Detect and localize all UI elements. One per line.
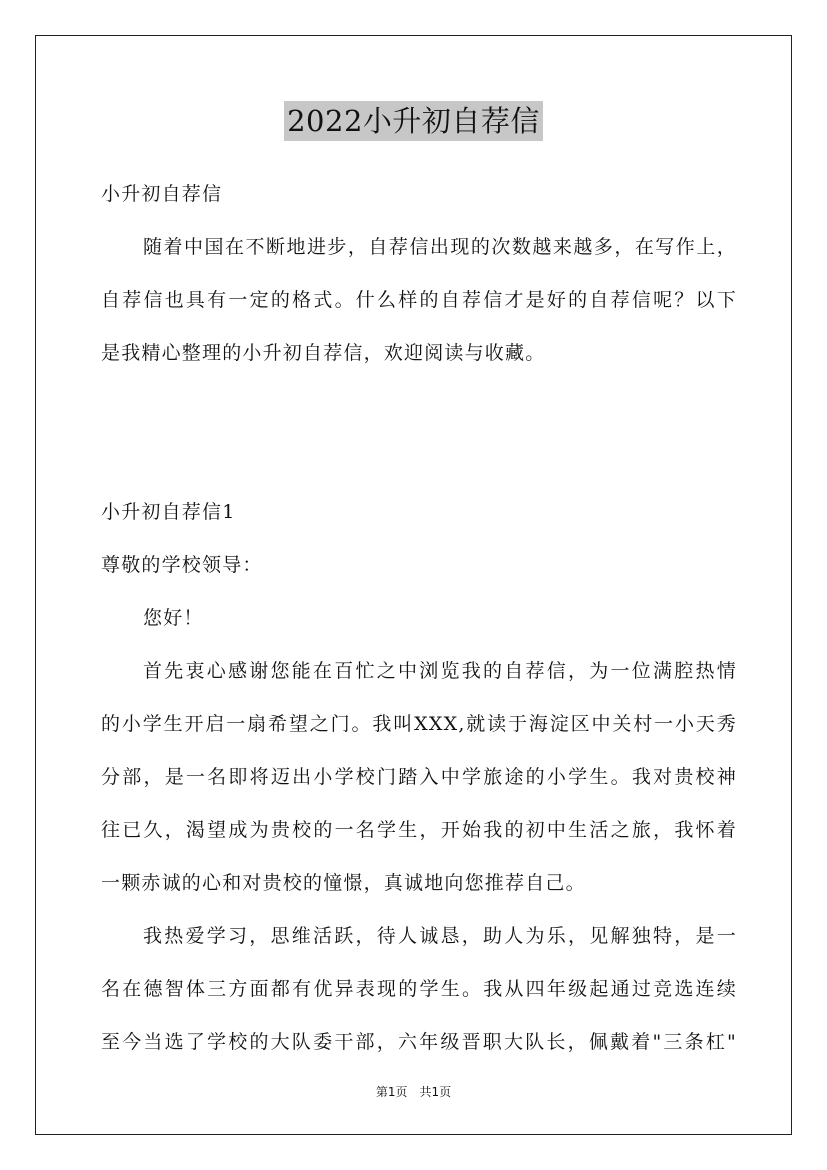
paragraph-line: 分部，是一名即将迈出小学校门踏入中学旅途的小学生。我对贵校神 [101,766,737,788]
document-title: 2022小升初自荐信 [284,101,543,141]
paragraph-line: 首先衷心感谢您能在百忙之中浏览我的自荐信，为一位满腔热情 [143,660,737,682]
title-container [0,101,827,141]
intro-line: 是我精心整理的小升初自荐信，欢迎阅读与收藏。 [101,342,546,364]
salutation: 尊敬的学校领导： [101,554,263,576]
paragraph-line: 至今当选了学校的大队委干部，六年级晋职大队长，佩戴着"三条杠" [101,1031,737,1053]
document-body [101,176,737,1077]
greeting: 您好！ [143,607,204,629]
intro-line: 随着中国在不断地进步，自荐信出现的次数越来越多，在写作上， [143,236,737,258]
paragraph-line: 我热爱学习，思维活跃，待人诚恳，助人为乐，见解独特，是一 [143,925,737,947]
section-spacer [101,388,737,494]
paragraph-line: 往已久，渴望成为贵校的一名学生，开始我的初中生活之旅，我怀着 [101,819,737,841]
paragraph-line: 一颗赤诚的心和对贵校的憧憬，真诚地向您推荐自己。 [101,872,586,894]
subtitle: 小升初自荐信 [101,183,223,205]
section-heading: 小升初自荐信1 [101,501,236,523]
paragraph-line: 的小学生开启一扇希望之门。我叫XXX,就读于海淀区中关村一小天秀 [101,713,737,735]
page-number: 第1页 共1页 [375,1085,452,1099]
paragraph-line: 名在德智体三方面都有优异表现的学生。我从四年级起通过竞选连续 [101,978,737,1000]
intro-line: 自荐信也具有一定的格式。什么样的自荐信才是好的自荐信呢？以下 [101,289,737,311]
